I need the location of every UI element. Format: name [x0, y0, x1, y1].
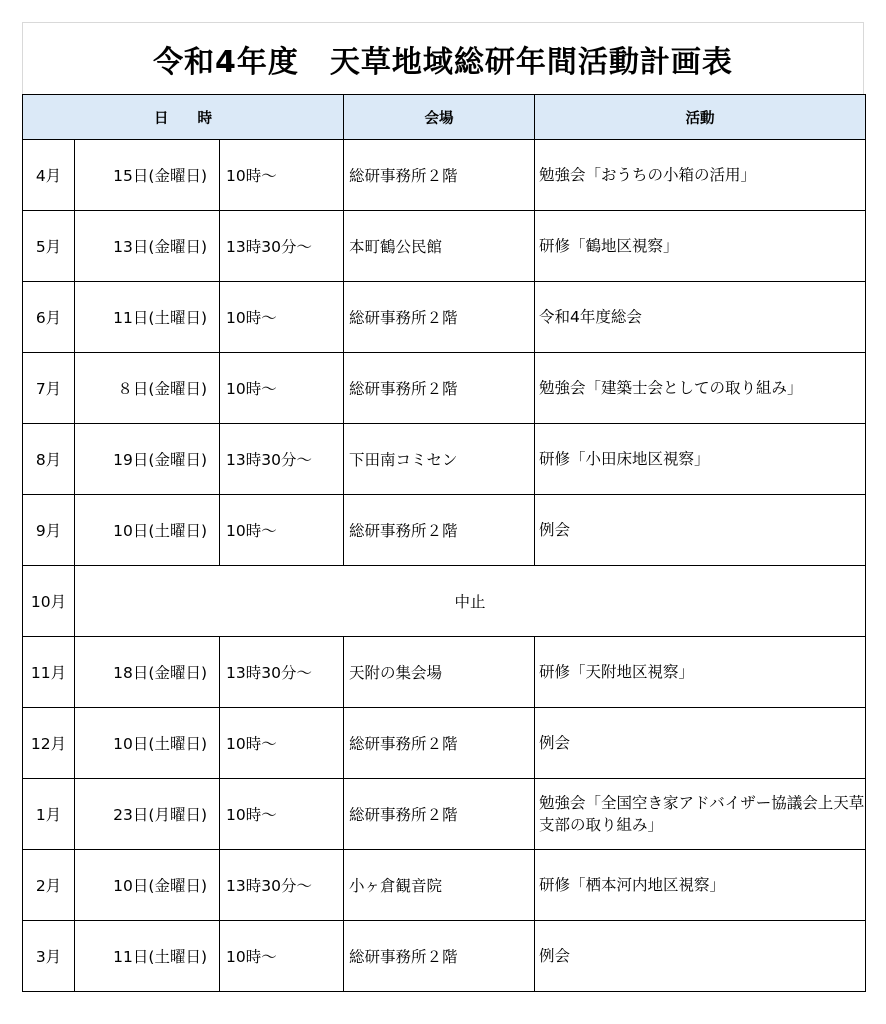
month-cell: 10月	[23, 566, 75, 637]
activity-cell: 研修「小田床地区視察」	[535, 424, 866, 495]
table-row	[23, 708, 866, 779]
venue-cell: 天附の集会場	[344, 637, 535, 708]
venue-cell: 下田南コミセン	[344, 424, 535, 495]
day-cell: 10日(土曜日)	[75, 495, 220, 566]
activity-cell: 研修「栖本河内地区視察」	[535, 850, 866, 921]
title-box	[22, 22, 864, 94]
day-cell: 23日(月曜日)	[75, 779, 220, 850]
activity-cell: 令和4年度総会	[535, 282, 866, 353]
month-cell: 9月	[23, 495, 75, 566]
table-row	[23, 779, 866, 850]
month-cell: 6月	[23, 282, 75, 353]
activity-cell: 例会	[535, 921, 866, 992]
table-row	[23, 637, 866, 708]
day-cell: 19日(金曜日)	[75, 424, 220, 495]
venue-cell: 総研事務所２階	[344, 708, 535, 779]
activity-cell: 例会	[535, 708, 866, 779]
time-cell: 13時30分～	[220, 211, 344, 282]
activity-cell: 勉強会「全国空き家アドバイザー協議会上天草支部の取り組み」	[535, 779, 866, 850]
table-row	[23, 140, 866, 211]
day-cell: 13日(金曜日)	[75, 211, 220, 282]
month-cell: 11月	[23, 637, 75, 708]
month-cell: 8月	[23, 424, 75, 495]
time-cell: 10時～	[220, 353, 344, 424]
time-cell: 10時～	[220, 921, 344, 992]
time-cell: 10時～	[220, 779, 344, 850]
activity-cell: 例会	[535, 495, 866, 566]
month-cell: 4月	[23, 140, 75, 211]
venue-cell: 総研事務所２階	[344, 495, 535, 566]
time-cell: 10時～	[220, 495, 344, 566]
month-cell: 1月	[23, 779, 75, 850]
table-row-cancelled	[23, 566, 866, 637]
day-cell: 11日(土曜日)	[75, 921, 220, 992]
venue-cell: 総研事務所２階	[344, 140, 535, 211]
month-cell: 5月	[23, 211, 75, 282]
venue-cell: 本町鶴公民館	[344, 211, 535, 282]
activity-cell: 勉強会「建築士会としての取り組み」	[535, 353, 866, 424]
cancelled-note: 中止	[75, 566, 866, 637]
table-row	[23, 282, 866, 353]
day-cell: 10日(金曜日)	[75, 850, 220, 921]
header-activity: 活動	[535, 95, 866, 140]
month-cell: 12月	[23, 708, 75, 779]
time-cell: 10時～	[220, 282, 344, 353]
header-row	[23, 95, 866, 140]
table-row	[23, 424, 866, 495]
venue-cell: 総研事務所２階	[344, 282, 535, 353]
venue-cell: 総研事務所２階	[344, 921, 535, 992]
month-cell: 7月	[23, 353, 75, 424]
venue-cell: 総研事務所２階	[344, 353, 535, 424]
activity-cell: 勉強会「おうちの小箱の活用」	[535, 140, 866, 211]
time-cell: 13時30分～	[220, 637, 344, 708]
activity-cell: 研修「鶴地区視察」	[535, 211, 866, 282]
day-cell: 11日(土曜日)	[75, 282, 220, 353]
table-row	[23, 921, 866, 992]
time-cell: 13時30分～	[220, 850, 344, 921]
header-venue: 会場	[344, 95, 535, 140]
table-row	[23, 495, 866, 566]
page-title: 令和4年度 天草地域総研年間活動計画表	[153, 44, 733, 80]
table-row	[23, 850, 866, 921]
month-cell: 3月	[23, 921, 75, 992]
venue-cell: 小ヶ倉観音院	[344, 850, 535, 921]
time-cell: 10時～	[220, 140, 344, 211]
table-row	[23, 353, 866, 424]
time-cell: 10時～	[220, 708, 344, 779]
schedule-table	[22, 94, 866, 992]
day-cell: 15日(金曜日)	[75, 140, 220, 211]
header-datetime: 日 時	[23, 95, 344, 140]
venue-cell: 総研事務所２階	[344, 779, 535, 850]
time-cell: 13時30分～	[220, 424, 344, 495]
table-row	[23, 211, 866, 282]
day-cell: 18日(金曜日)	[75, 637, 220, 708]
day-cell: 10日(土曜日)	[75, 708, 220, 779]
activity-cell: 研修「天附地区視察」	[535, 637, 866, 708]
month-cell: 2月	[23, 850, 75, 921]
day-cell: ８日(金曜日)	[75, 353, 220, 424]
